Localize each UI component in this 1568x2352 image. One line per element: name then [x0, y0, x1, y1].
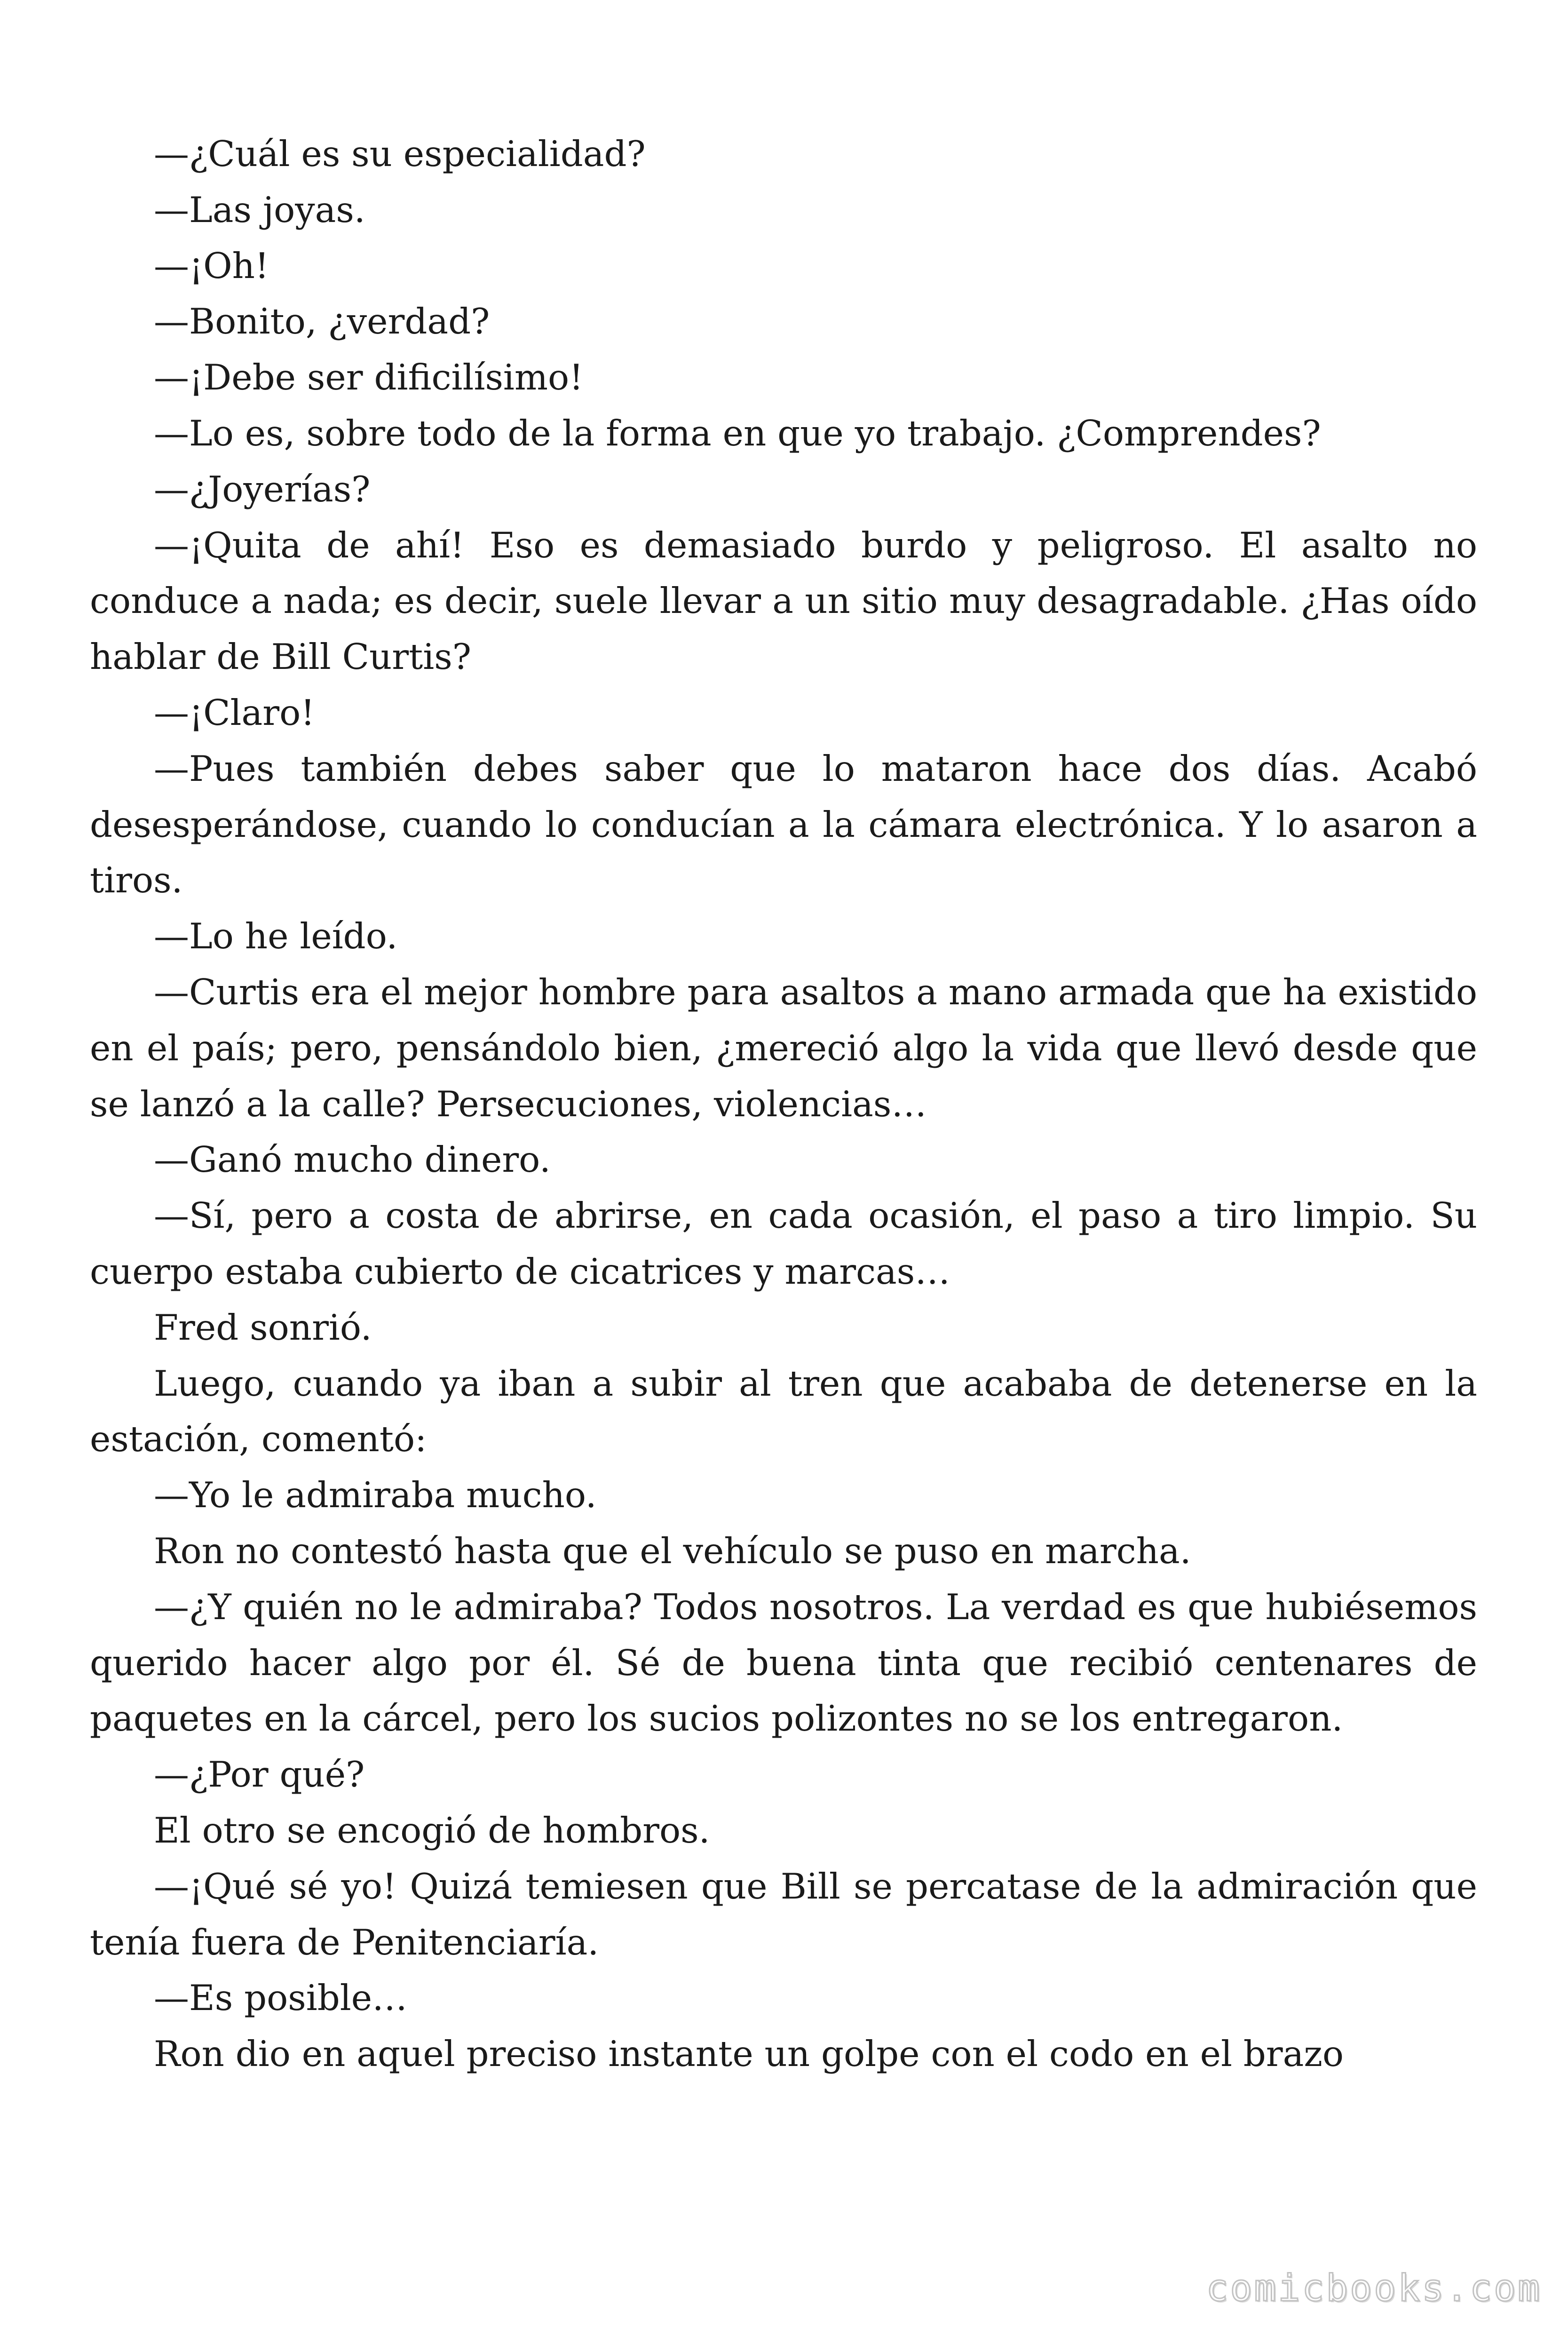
paragraph: —Las joyas. — [154, 189, 365, 230]
paragraph: —Bonito, ¿verdad? — [154, 301, 490, 342]
paragraph: —Lo he leído. — [154, 915, 398, 957]
paragraph: —¡Qué sé yo! Quizá temiesen que Bill se percatase de la admiración que tenía fuera de Penitenciaría. — [90, 1865, 1477, 1963]
body-text — [90, 126, 1477, 2082]
paragraph: —Ganó mucho dinero. — [154, 1139, 551, 1181]
paragraph: —¿Cuál es su especialidad? — [154, 133, 646, 175]
paragraph: —Yo le admiraba mucho. — [154, 1474, 597, 1516]
paragraph: El otro se encogió de hombros. — [154, 1809, 710, 1851]
paragraph: Luego, cuando ya iban a subir al tren que acababa de detenerse en la estación, comentó: — [90, 1362, 1477, 1460]
paragraph: —Pues también debes saber que lo mataron hace dos días. Acabó desesperándose, cuando lo conducían a la cámara electrónica. Y lo asaron a tiros. — [90, 747, 1477, 901]
paragraph: —¡Claro! — [154, 691, 315, 733]
paragraph: —¡Quita de ahí! Eso es demasiado burdo y peligroso. El asalto no conduce a nada; es decir, suele llevar a un sitio muy desagradable. ¿Has oído hablar de Bill Curtis? — [90, 524, 1477, 678]
paragraph: Ron no contestó hasta que el vehículo se puso en marcha. — [154, 1530, 1191, 1572]
paragraph: —Sí, pero a costa de abrirse, en cada ocasión, el paso a tiro limpio. Su cuerpo estaba cubierto de cicatrices y marcas… — [90, 1195, 1477, 1292]
paragraph: —¿Y quién no le admiraba? Todos nosotros. La verdad es que hubiésemos querido hacer algo por él. Sé de buena tinta que recibió centenares de paquetes en la cárcel, pero los sucios polizontes no se los entregaron. — [90, 1586, 1477, 1740]
paragraph: —Es posible… — [154, 1977, 408, 2019]
paragraph: —¡Oh! — [154, 245, 269, 286]
paragraph: Fred sonrió. — [154, 1306, 372, 1348]
watermark: comicbooks.com — [1206, 2267, 1542, 2310]
paragraph: —¡Debe ser dificilísimo! — [154, 357, 584, 398]
paragraph: Ron dio en aquel preciso instante un golpe con el codo en el brazo — [154, 2033, 1344, 2075]
paragraph: —Curtis era el mejor hombre para asaltos a mano armada que ha existido en el país; pero, pensándolo bien, ¿mereció algo la vida que llevó desde que se lanzó a la calle? Persecuciones, violencias… — [90, 971, 1477, 1125]
paragraph: —¿Joyerías? — [154, 468, 371, 510]
paragraph: —¿Por qué? — [154, 1754, 365, 1796]
paragraph: —Lo es, sobre todo de la forma en que yo trabajo. ¿Comprendes? — [154, 412, 1321, 454]
